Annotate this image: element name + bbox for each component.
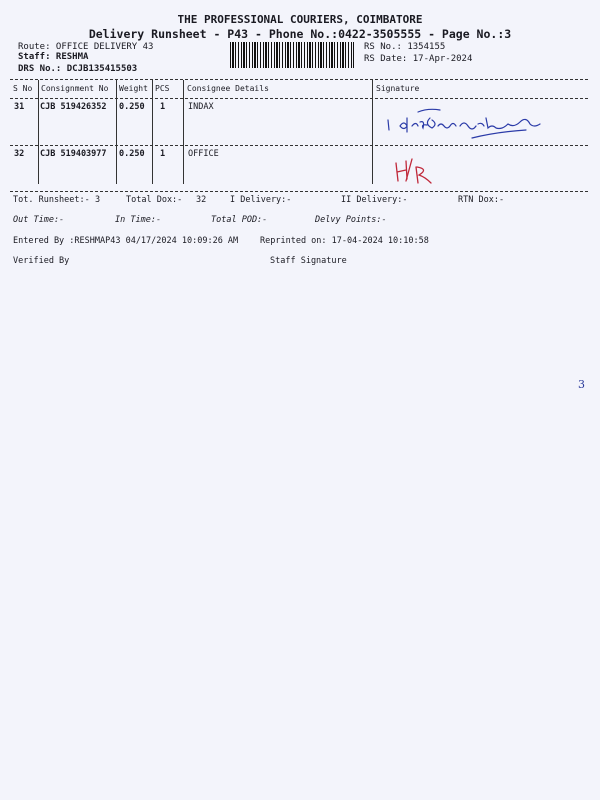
row-weight: 0.250 <box>119 149 145 159</box>
tot-runsheet-value: 3 <box>95 195 101 205</box>
col-divider <box>38 80 39 184</box>
signature-initials-red <box>390 155 440 189</box>
row-consignment: CJB 519426352 <box>40 102 107 112</box>
row-sno: 32 <box>14 149 25 159</box>
i-delivery-label: I Delivery:- <box>230 195 292 205</box>
reprinted-on: Reprinted on: 17-04-2024 10:10:58 <box>260 236 429 246</box>
out-time-label: Out Time:- <box>13 215 65 225</box>
col-header-weight: Weight <box>119 84 148 93</box>
row-consignment: CJB 519403977 <box>40 149 107 159</box>
ii-delivery-label: II Delivery:- <box>341 195 408 205</box>
col-header-consignment: Consignment No <box>41 84 109 93</box>
col-header-sno: S No <box>13 84 33 93</box>
row-consignee: INDAX <box>188 102 214 112</box>
rs-number: RS No.: 1354155 <box>364 42 446 52</box>
col-divider <box>183 80 184 184</box>
company-title: THE PROFESSIONAL COURIERS, COIMBATORE <box>177 13 423 26</box>
runsheet-title: Delivery Runsheet - P43 - Phone No.:0422-3505555 - Page No.:3 <box>88 27 512 41</box>
page-mark: 3 <box>578 378 585 391</box>
total-dox-label: Total Dox:- <box>126 195 183 205</box>
col-divider <box>372 80 373 184</box>
col-divider <box>116 80 117 184</box>
staff-signature-label: Staff Signature <box>270 256 347 266</box>
table-header-rule <box>10 98 588 99</box>
barcode <box>230 42 354 68</box>
col-header-consignee: Consignee Details <box>187 84 269 93</box>
rs-date: RS Date: 17-Apr-2024 <box>364 54 473 64</box>
col-divider <box>152 80 153 184</box>
delvy-points-label: Delvy Points:- <box>315 215 387 225</box>
row-pcs: 1 <box>160 102 166 112</box>
total-dox-value: 32 <box>196 195 207 205</box>
staff-label: Staff: RESHMA <box>18 52 89 62</box>
total-pod-label: Total POD:- <box>211 215 268 225</box>
rtn-dox-label: RTN Dox:- <box>458 195 505 205</box>
row-weight: 0.250 <box>119 102 145 112</box>
table-bottom-rule <box>10 191 588 192</box>
tot-runsheet-label: Tot. Runsheet:- <box>13 195 90 205</box>
in-time-label: In Time:- <box>115 215 162 225</box>
drs-number: DRS No.: DCJB135415503 <box>18 64 138 74</box>
route-label: Route: OFFICE DELIVERY 43 <box>18 42 154 52</box>
col-header-signature: Signature <box>376 84 420 93</box>
col-header-pcs: PCS <box>155 84 170 93</box>
verified-by: Verified By <box>13 256 70 266</box>
signature-scribble-blue <box>380 104 560 148</box>
table-top-rule <box>10 79 588 80</box>
row-pcs: 1 <box>160 149 166 159</box>
row-sno: 31 <box>14 102 25 112</box>
row-consignee: OFFICE <box>188 149 219 159</box>
entered-by: Entered By :RESHMAP43 04/17/2024 10:09:26 AM <box>13 236 239 246</box>
